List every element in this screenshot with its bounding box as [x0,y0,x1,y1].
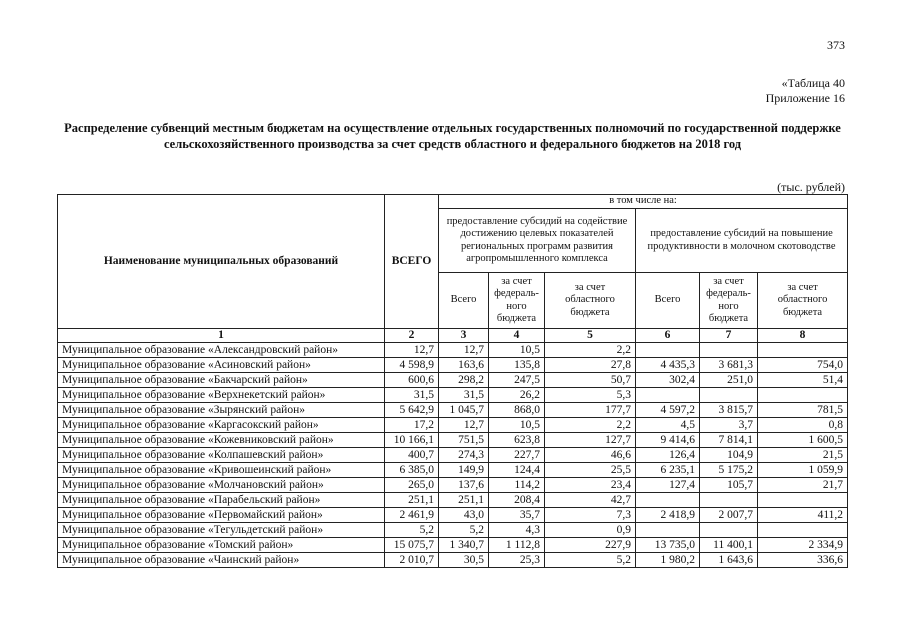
table-cell: 26,2 [489,388,545,403]
table-cell [636,523,700,538]
table-row [58,373,848,388]
units-label: (тыс. рублей) [777,180,845,194]
table-cell [700,493,758,508]
subvention-table [57,194,848,568]
table-cell: 251,0 [700,373,758,388]
column-number: 4 [489,329,545,343]
table-row [58,403,848,418]
appendix-label: Приложение 16 [765,91,845,105]
table-body [58,343,848,568]
table-cell: 411,2 [758,508,848,523]
column-number: 3 [439,329,489,343]
header-g2-regional: за счет областного бюджета [758,273,848,329]
table-cell: 1 340,7 [439,538,489,553]
table-cell: 43,0 [439,508,489,523]
table-cell: 35,7 [489,508,545,523]
table-cell: 17,2 [385,418,439,433]
municipality-name: Муниципальное образование «Кожевниковский район» [58,433,385,448]
table-cell: 2 334,9 [758,538,848,553]
table-cell: 177,7 [545,403,636,418]
table-row [58,478,848,493]
table-cell [700,523,758,538]
table-cell: 5 642,9 [385,403,439,418]
table-cell: 1 059,9 [758,463,848,478]
table-row [58,508,848,523]
municipality-name: Муниципальное образование «Зырянский район» [58,403,385,418]
table-cell: 5,3 [545,388,636,403]
table-cell: 10,5 [489,343,545,358]
table-row [58,463,848,478]
table-cell: 247,5 [489,373,545,388]
table-cell: 336,6 [758,553,848,568]
table-cell: 3 815,7 [700,403,758,418]
table-cell: 751,5 [439,433,489,448]
table-cell: 104,9 [700,448,758,463]
table-cell: 1 643,6 [700,553,758,568]
table-row [58,553,848,568]
column-number: 5 [545,329,636,343]
municipality-name: Муниципальное образование «Парабельский район» [58,493,385,508]
municipality-name: Муниципальное образование «Томский район» [58,538,385,553]
table-cell [636,493,700,508]
table-cell: 265,0 [385,478,439,493]
table-cell: 302,4 [636,373,700,388]
table-cell: 46,6 [545,448,636,463]
table-cell: 31,5 [385,388,439,403]
table-cell: 5,2 [385,523,439,538]
table-cell: 400,7 [385,448,439,463]
municipality-name: Муниципальное образование «Каргасокский район» [58,418,385,433]
table-cell: 163,6 [439,358,489,373]
column-number: 6 [636,329,700,343]
table-cell: 2,2 [545,418,636,433]
table-cell: 21,5 [758,448,848,463]
municipality-name: Муниципальное образование «Первомайский район» [58,508,385,523]
table-cell: 227,9 [545,538,636,553]
table-cell [636,388,700,403]
table-row [58,448,848,463]
table-cell: 10,5 [489,418,545,433]
table-cell: 25,5 [545,463,636,478]
table-cell: 21,7 [758,478,848,493]
table-row [58,493,848,508]
table-cell [758,343,848,358]
table-row [58,433,848,448]
table-cell: 31,5 [439,388,489,403]
table-cell: 7 814,1 [700,433,758,448]
table-ref-label: «Таблица 40 [781,76,845,90]
page-number: 373 [827,38,845,52]
table-cell: 1 045,7 [439,403,489,418]
municipality-name: Муниципальное образование «Бакчарский район» [58,373,385,388]
table-cell: 50,7 [545,373,636,388]
column-number: 2 [385,329,439,343]
table-row [58,418,848,433]
table-cell: 4 598,9 [385,358,439,373]
municipality-name: Муниципальное образование «Александровский район» [58,343,385,358]
table-cell: 51,4 [758,373,848,388]
municipality-name: Муниципальное образование «Кривошеинский район» [58,463,385,478]
table-cell: 781,5 [758,403,848,418]
table-cell [700,343,758,358]
header-including: в том числе на: [439,195,848,209]
header-g2-federal: за счет федераль-ного бюджета [700,273,758,329]
header-g2-total: Всего [636,273,700,329]
table-cell: 3,7 [700,418,758,433]
table-cell [758,493,848,508]
header-g1-regional: за счет областного бюджета [545,273,636,329]
table-row [58,538,848,553]
table-cell: 114,2 [489,478,545,493]
table-cell: 10 166,1 [385,433,439,448]
table-cell: 1 600,5 [758,433,848,448]
table-cell: 227,7 [489,448,545,463]
table-cell [758,523,848,538]
table-cell: 2 007,7 [700,508,758,523]
municipality-name: Муниципальное образование «Верхнекетский район» [58,388,385,403]
table-cell: 5,2 [545,553,636,568]
table-cell: 623,8 [489,433,545,448]
municipality-name: Муниципальное образование «Колпашевский район» [58,448,385,463]
municipality-name: Муниципальное образование «Асиновский район» [58,358,385,373]
column-number: 7 [700,329,758,343]
municipality-name: Муниципальное образование «Молчановский район» [58,478,385,493]
document-title: Распределение субвенций местным бюджетам на осуществление отдельных государственных полномочий по государственной поддержке сельскохозяйственного производства за счет средств областного и федерального бюджетов на 2018 год [64,121,841,151]
table-cell: 4,5 [636,418,700,433]
table-cell: 12,7 [385,343,439,358]
table-row [58,358,848,373]
header-group-agro: предоставление субсидий на содействие достижению целевых показателей региональных программ развития агропромышленного комплекса [439,209,636,273]
table-cell: 5 175,2 [700,463,758,478]
table-cell: 0,8 [758,418,848,433]
table-cell: 127,4 [636,478,700,493]
column-number: 8 [758,329,848,343]
table-cell: 126,4 [636,448,700,463]
column-number: 1 [58,329,385,343]
header-g1-federal: за счет федераль-ного бюджета [489,273,545,329]
table-cell: 298,2 [439,373,489,388]
table-cell: 4,3 [489,523,545,538]
table-cell: 4 597,2 [636,403,700,418]
table-row [58,523,848,538]
header-group-dairy: предоставление субсидий на повышение продуктивности в молочном скотоводстве [636,209,848,273]
table-cell: 1 980,2 [636,553,700,568]
table-cell: 11 400,1 [700,538,758,553]
table-cell: 251,1 [385,493,439,508]
table-cell: 105,7 [700,478,758,493]
table-cell: 25,3 [489,553,545,568]
table-cell: 149,9 [439,463,489,478]
table-cell: 137,6 [439,478,489,493]
table-row [58,343,848,358]
table-row [58,388,848,403]
table-cell: 15 075,7 [385,538,439,553]
table-cell: 27,8 [545,358,636,373]
table-cell [758,388,848,403]
table-cell: 3 681,3 [700,358,758,373]
table-cell [636,343,700,358]
table-cell: 754,0 [758,358,848,373]
table-cell: 868,0 [489,403,545,418]
table-cell: 127,7 [545,433,636,448]
table-cell: 4 435,3 [636,358,700,373]
municipality-name: Муниципальное образование «Чаинский район» [58,553,385,568]
table-cell: 9 414,6 [636,433,700,448]
header-name: Наименование муниципальных образований [58,195,385,329]
table-cell: 5,2 [439,523,489,538]
table-cell: 0,9 [545,523,636,538]
table-cell: 1 112,8 [489,538,545,553]
table-cell: 2 418,9 [636,508,700,523]
table-cell: 135,8 [489,358,545,373]
table-cell: 12,7 [439,418,489,433]
header-g1-total: Всего [439,273,489,329]
municipality-name: Муниципальное образование «Тегульдетский район» [58,523,385,538]
table-cell: 13 735,0 [636,538,700,553]
table-cell: 274,3 [439,448,489,463]
table-cell: 251,1 [439,493,489,508]
table-cell: 42,7 [545,493,636,508]
table-cell: 7,3 [545,508,636,523]
table-cell: 208,4 [489,493,545,508]
header-total: ВСЕГО [385,195,439,329]
table-cell: 124,4 [489,463,545,478]
table-cell: 2 461,9 [385,508,439,523]
table-cell: 2 010,7 [385,553,439,568]
table-cell: 12,7 [439,343,489,358]
table-cell: 23,4 [545,478,636,493]
table-cell: 600,6 [385,373,439,388]
table-reference [766,76,845,106]
table-cell: 2,2 [545,343,636,358]
table-cell [700,388,758,403]
table-cell: 30,5 [439,553,489,568]
table-cell: 6 385,0 [385,463,439,478]
table-cell: 6 235,1 [636,463,700,478]
